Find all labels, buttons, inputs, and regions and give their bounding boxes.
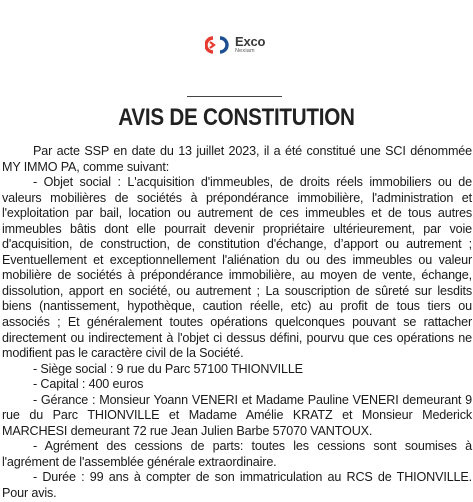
paragraph-agrement: - Agrément des cessions de parts: toutes les cessions sont soumises à l'agrément de l'assemblée générale extraordinaire. — [2, 439, 472, 469]
exco-logo-icon — [205, 36, 231, 54]
brand-name: Exco — [235, 34, 266, 50]
paragraph-intro: Par acte SSP en date du 13 juillet 2023, il a été constitué une SCI dénommée MY IMMO PA, comme suivant: — [2, 144, 472, 174]
notice-title: AVIS DE CONSTITUTION — [118, 104, 355, 131]
paragraph-duree: - Durée : 99 ans à compter de son immatriculation au RCS de THIONVILLE. Pour avis. — [2, 470, 472, 501]
notice-body — [2, 144, 472, 502]
exco-logo — [205, 32, 265, 58]
paragraph-gerance: - Gérance : Monsieur Yoann VENERI et Madame Pauline VENERI demeurant 9 rue du Parc THIONVILLE et Madame Amélie KRATZ et Monsieur Mederick MARCHESI demeurant 72 rue Jean Julien Barbe 57070 VANTOUX. — [2, 392, 472, 438]
title-divider — [187, 96, 282, 97]
paragraph-capital: - Capital : 400 euros — [33, 377, 144, 392]
paragraph-objet-social: - Objet social : L'acquisition d'immeubles, de droits réels immobiliers ou de valeurs mobilières de sociétés à prépondérance immobilière, l'administration et l'exploitation par bail, location ou autrement de ces immeubles et de tous autres immeubles bâtis dont elle pourrait devenir propriétaire ultérieurement, par voie d'acquisition, de construction, de constitution d'échange, d’apport ou autrement ; Eventuellement et exceptionnellement l'aliénation du ou des immeubles ou valeur mobilière de sociétés à prépondérance immobilière, au moyen de vente, échange, dissolution, apport en société, ou autrement ; La souscription de sûreté sur lesdits biens (nantissement, hypothèque, caution réelle, etc) au profit de tous tiers ou associés ; Et généralement toutes opérations quelconques pouvant se rattacher directement ou indirectement à l'objet ci dessus défini, pourvu que ces opérations ne modifient pas le caractère civil de la Société. — [2, 175, 472, 361]
brand-subtitle: Nexiam — [235, 48, 255, 55]
paragraph-siege-social: - Siège social : 9 rue du Parc 57100 THIONVILLE — [33, 361, 303, 376]
